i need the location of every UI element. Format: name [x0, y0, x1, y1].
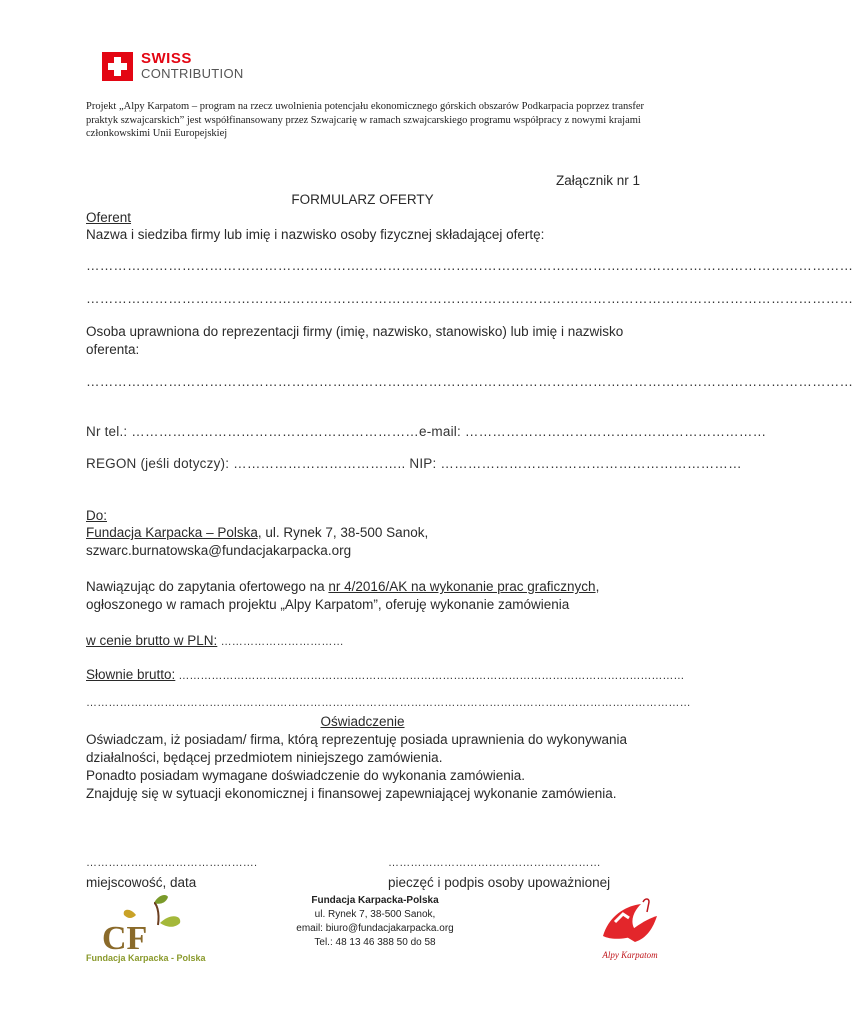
annex-label: Załącznik nr 1	[556, 173, 641, 188]
price-words-label: Słownie brutto:	[86, 667, 176, 682]
representative-label: Osoba uprawniona do reprezentacji firmy (imię, nazwisko, stanowisko) lub imię i nazwisko oferenta:	[86, 324, 624, 357]
place-date-label: miejscowość, data	[86, 875, 197, 890]
dots-line-1: ……………………………………………………………………………………………………………………………………………………	[86, 258, 853, 273]
price-words-dots: …………………………………………………………………………………………………………………………	[175, 670, 685, 682]
alpy-karpatom-icon	[595, 896, 665, 964]
logo-line1: SWISS	[141, 50, 192, 67]
dots-line-4: ………………………………………………………………………………………………………………………………………………	[86, 697, 691, 709]
dots-line-3: ……………………………………………………………………………………………………………………………………………………	[86, 374, 853, 389]
price-label: w cenie brutto w PLN:	[86, 633, 218, 648]
declaration-line-2: Ponadto posiadam wymagane doświadczenie do wykonania zamówienia.	[86, 768, 526, 783]
cf-letters: CF	[102, 920, 148, 957]
regon-nip-line: REGON (jeśli dotyczy): ……………………………….. NIP: …………………………………………………………	[86, 456, 742, 471]
declaration-heading: Oświadczenie	[320, 714, 405, 729]
offer-line-2: ogłoszonego w ramach projektu „Alpy Karpatom”, oferuję wykonanie zamówienia	[86, 597, 570, 612]
footer-email: email: biuro@fundacjakarpacka.org	[296, 923, 454, 934]
logo-line2: CONTRIBUTION	[141, 66, 244, 81]
offer-reference: nr 4/2016/AK na wykonanie prac graficznych	[328, 579, 596, 594]
swiss-contribution-logo	[102, 50, 262, 82]
price-line	[86, 632, 486, 651]
recipient-address	[86, 524, 646, 542]
bidder-heading: Oferent	[86, 210, 132, 225]
recipient-email: szwarc.burnatowska@fundacjakarpacka.org	[86, 543, 352, 558]
alpy-karpatom-logo	[595, 896, 665, 964]
phone-email-line: Nr tel.: ………………………………………………………e-mail: …………………………………………………………	[86, 424, 767, 439]
footer-org: Fundacja Karpacka-Polska	[311, 895, 439, 906]
project-intro: Projekt „Alpy Karpatom – program na rzecz uwolnienia potencjału ekonomicznego górskich obszarów Podkarpacia poprzez transfer praktyk szwajcarskich” jest współfinansowany przez Szwajcarię w ramach szwajcarskiego programu współpracy z nowymi krajami członkowskimi Unii Europejskiej	[86, 101, 645, 139]
dots-line-2: ……………………………………………………………………………………………………………………………………………………	[86, 291, 853, 306]
recipient-org: Fundacja Karpacka – Polska,	[86, 525, 262, 540]
bidder-name-label: Nazwa i siedziba firmy lub imię i nazwisko osoby fizycznej składającej ofertę:	[86, 227, 545, 242]
price-words-line	[86, 666, 685, 685]
footer-contact	[250, 894, 500, 950]
declaration-line-3: Znajduję się w sytuacji ekonomicznej i finansowej zapewniającej wykonanie zamówienia.	[86, 786, 617, 801]
signature-label: pieczęć i podpis osoby upoważnionej	[388, 875, 611, 890]
declaration-line-1: Oświadczam, iż posiadam/ firma, którą reprezentuję posiada uprawnienia do wykonywania działalności, będącej przedmiotem niniejszego zamówienia.	[86, 732, 628, 765]
swiss-flag-icon	[102, 52, 133, 81]
signature-dots: …………………………………………………	[388, 857, 601, 869]
price-dots: ……………………………	[217, 636, 344, 648]
footer-phone: Tel.: 48 13 46 388 50 do 58	[314, 937, 436, 948]
alpy-caption: Alpy Karpatom	[602, 950, 658, 960]
cf-caption: Fundacja Karpacka - Polska	[86, 953, 206, 963]
declaration-body	[86, 731, 642, 803]
place-date-dots: ……………………………………….	[86, 857, 258, 869]
form-title: FORMULARZ OFERTY	[291, 192, 434, 207]
offer-line-1: Nawiązując do zapytania ofertowego na nr 4/2016/AK na wykonanie prac graficznych,	[86, 579, 600, 594]
cf-leaf-icon	[96, 893, 206, 955]
footer-address: ul. Rynek 7, 38-500 Sanok,	[314, 909, 436, 920]
recipient-street: ul. Rynek 7, 38-500 Sanok,	[261, 525, 429, 540]
to-label: Do:	[86, 508, 108, 523]
